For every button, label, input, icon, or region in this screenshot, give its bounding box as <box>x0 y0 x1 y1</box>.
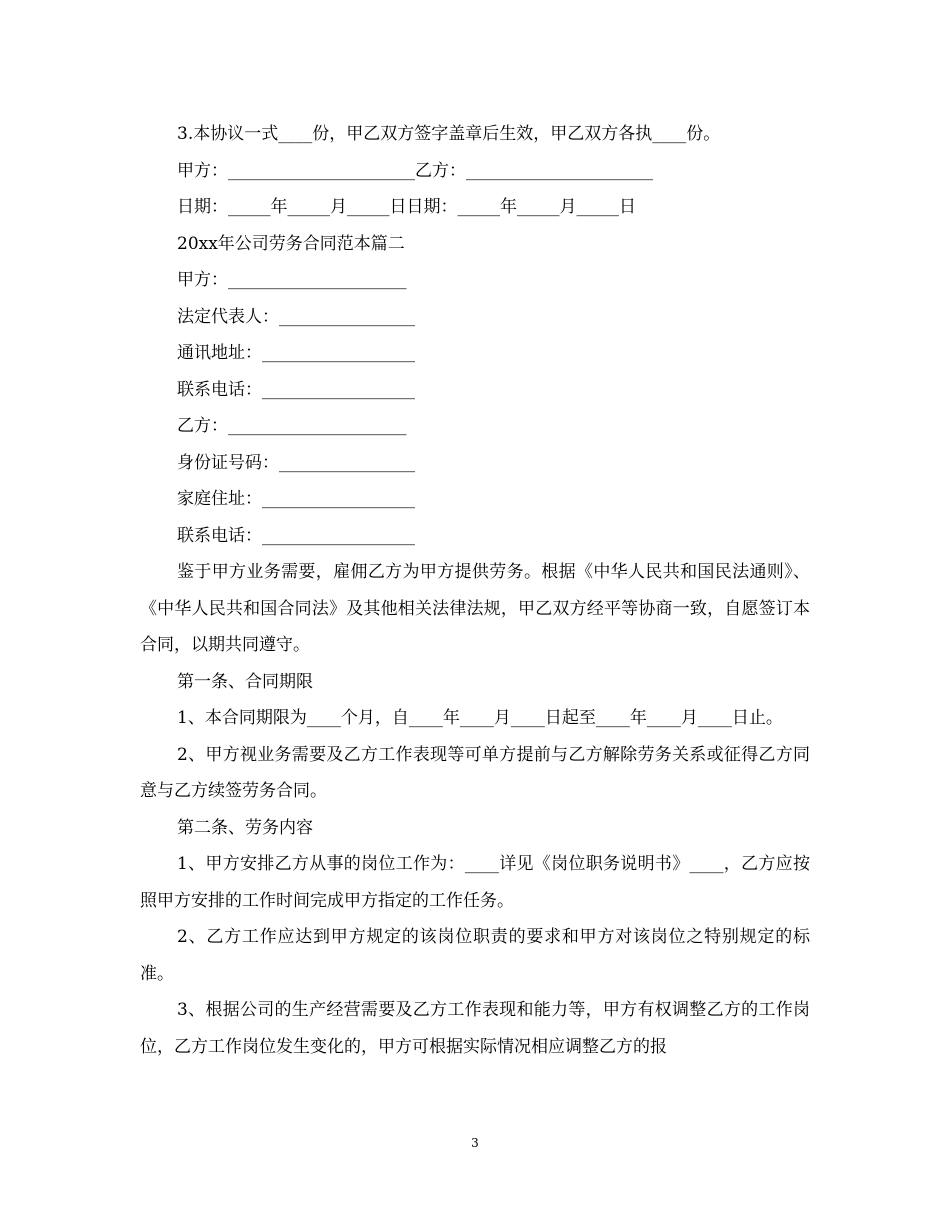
document-body <box>140 116 810 1065</box>
signature-date-line: 日期：_____年_____月_____日日期：_____年_____月_____日 <box>177 197 636 217</box>
party-b-phone-field: 联系电话：__________________ <box>177 525 415 546</box>
party-a-field: 甲方：_____________________ <box>177 270 407 290</box>
legal-representative-field: 法定代表人：________________ <box>177 306 415 327</box>
article-1-clause-1: 1、本合同期限为____个月，自____年____月____日起至____年____月____日止。 <box>177 708 783 728</box>
article-2-clause-1: 1、甲方安排乙方从事的岗位工作为：____详见《岗位职务说明书》____，乙方应按照甲方安排的工作时间完成甲方指定的工作任务。 <box>140 854 810 911</box>
party-b-field: 乙方：_____________________ <box>177 416 407 436</box>
party-a-phone-field: 联系电话：__________________ <box>177 379 415 400</box>
article-1-clause-2: 2、甲方视业务需要及乙方工作表现等可单方提前与乙方解除劳务关系或征得乙方同意与乙方续签劳务合同。 <box>140 744 810 801</box>
section-title: 20xx年公司劳务合同范本篇二 <box>177 233 405 254</box>
clause-copies: 3.本协议一式____份，甲乙双方签字盖章后生效，甲乙双方各执____份。 <box>177 124 721 144</box>
mailing-address-field: 通讯地址：__________________ <box>177 343 415 363</box>
article-1-heading: 第一条、合同期限 <box>177 671 313 692</box>
home-address-field: 家庭住址：__________________ <box>177 489 415 509</box>
article-2-clause-2: 2、乙方工作应达到甲方规定的该岗位职责的要求和甲方对该岗位之特别规定的标准。 <box>140 927 810 984</box>
article-2-clause-3: 3、根据公司的生产经营需要及乙方工作表现和能力等，甲方有权调整乙方的工作岗位，乙方工作岗位发生变化的，甲方可根据实际情况相应调整乙方的报 <box>140 1000 810 1057</box>
signature-party-line: 甲方：______________________乙方：______________________ <box>177 160 653 181</box>
preamble-paragraph: 鉴于甲方业务需要，雇佣乙方为甲方提供劳务。根据《中华人民共和国民法通则》、《中华人民共和国合同法》及其他相关法律法规，甲乙双方经平等协商一致，自愿签订本合同，以期共同遵守。 <box>140 562 810 655</box>
id-number-field: 身份证号码：________________ <box>177 452 415 473</box>
page-number: 3 <box>471 1136 479 1150</box>
article-2-heading: 第二条、劳务内容 <box>177 817 313 838</box>
